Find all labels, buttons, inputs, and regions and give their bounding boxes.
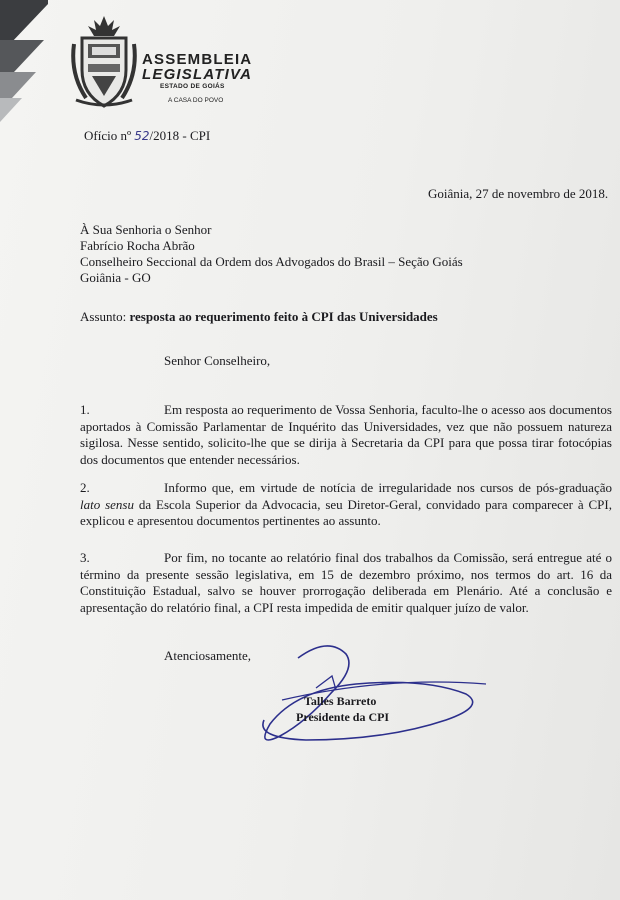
officio-suffix: /2018 - CPI	[149, 128, 211, 143]
paragraph-1-text: Em resposta ao requerimento de Vossa Senhoria, faculto-lhe o acesso aos documentos aportados à Comissão Parlamentar de Inquérito das Universidades, vez que não possuem natureza sigilosa. Nesse sentido, solicito-lhe que se dirija à Secretaria da CPI para que possa tirar fotocópias dos documentos que entender necessários.	[80, 402, 612, 468]
paragraph-1-number: 1.	[80, 402, 90, 417]
subject-line	[80, 309, 438, 325]
signatory-title: Presidente da CPI	[296, 710, 390, 724]
paragraph-3-number: 3.	[80, 550, 90, 565]
state-coat-of-arms-icon	[68, 14, 140, 110]
recipient-name: Fabrício Rocha Abrão	[80, 238, 195, 253]
org-name-line2: LEGISLATIVA	[142, 66, 253, 83]
recipient-city: Goiânia - GO	[80, 270, 151, 285]
paragraph-3	[80, 550, 612, 617]
corner-chevron-decoration	[0, 0, 60, 140]
paragraph-3-text: Por fim, no tocante ao relatório final dos trabalhos da Comissão, será entregue até o término da presente sessão legislativa, em 15 de dezembro próximo, nos termos do art. 16 da Constituição Estadual, salvo se houver prorrogação deliberada em Plenário. Até a conclusão e apresentação do relatório final, a CPI resta impedida de emitir qualquer juízo de valor.	[80, 550, 612, 616]
paragraph-2-number: 2.	[80, 480, 90, 495]
officio-reference	[84, 128, 210, 144]
officio-prefix: Ofício nº	[84, 128, 131, 143]
recipient-position: Conselheiro Seccional da Ordem dos Advogados do Brasil – Seção Goiás	[80, 254, 463, 269]
date-line: Goiânia, 27 de novembro de 2018.	[428, 186, 609, 201]
institution-header	[142, 52, 252, 104]
paragraph-1	[80, 402, 612, 469]
subject-text: resposta ao requerimento feito à CPI das Universidades	[129, 309, 438, 324]
signatory-name: Talles Barreto	[304, 694, 377, 708]
officio-number: 52	[134, 129, 150, 143]
paragraph-2-text-a: Informo que, em virtude de notícia de irregularidade nos cursos de pós-graduação	[164, 480, 612, 495]
paragraph-2	[80, 480, 612, 530]
subject-label: Assunto:	[80, 309, 127, 324]
closing: Atenciosamente,	[164, 648, 251, 663]
org-tagline: A CASA DO POVO	[168, 97, 224, 104]
salutation: Senhor Conselheiro,	[164, 353, 271, 368]
paragraph-2-italic: lato sensu	[80, 496, 134, 512]
org-name-line1: ASSEMBLEIA	[142, 51, 253, 68]
paragraph-2-text-b: da Escola Superior da Advocacia, seu Diretor-Geral, convidado para comparecer à CPI, explicou e apresentou documentos pertinentes ao assunto.	[80, 496, 612, 529]
org-state-line: ESTADO DE GOIÁS	[160, 83, 225, 90]
recipient-line1: À Sua Senhoria o Senhor	[80, 222, 212, 237]
